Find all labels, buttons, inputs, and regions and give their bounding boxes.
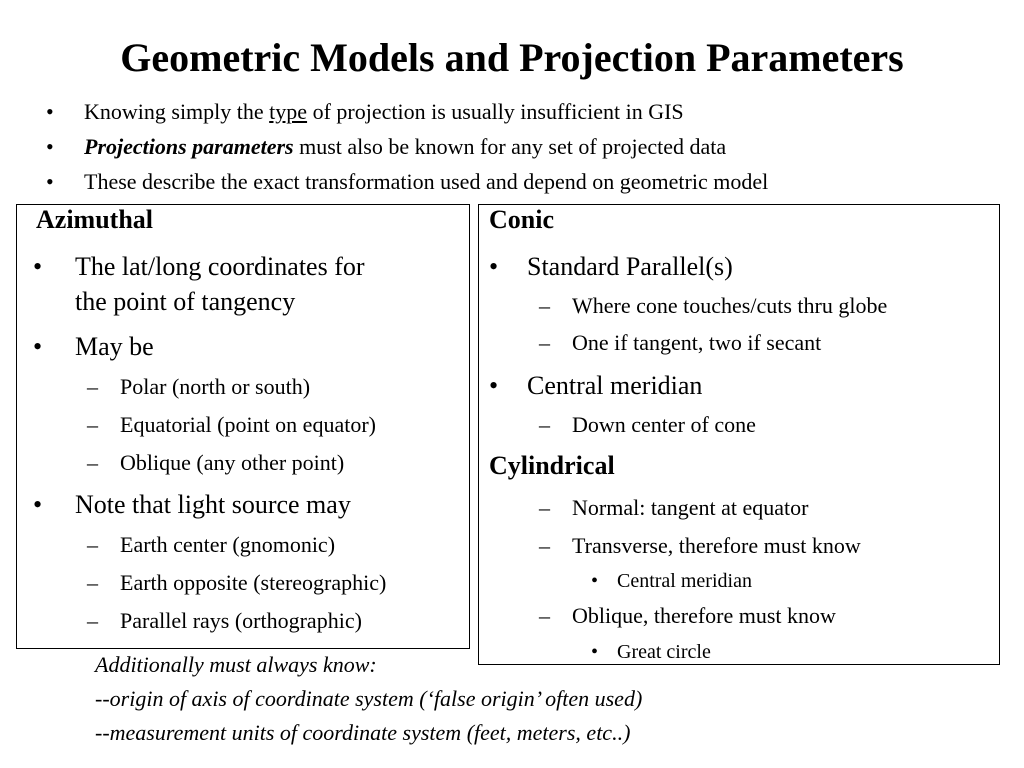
bullet-text: the point of tangency [75, 287, 296, 316]
bullet-text: must also be known for any set of projected data [293, 134, 727, 159]
sub-text: Earth center (gnomonic) [120, 532, 336, 557]
sub-text: Where cone touches/cuts thru globe [572, 293, 888, 318]
dash-mark: – [87, 412, 98, 437]
sub-text: Parallel rays (orthographic) [120, 608, 362, 633]
sub-text: Down center of cone [572, 412, 756, 437]
azimuthal-bullet-2 [33, 329, 154, 364]
dash-mark: – [539, 293, 550, 318]
conic-heading: Conic [489, 205, 554, 234]
azimuthal-bullet-1 [33, 249, 365, 319]
dash-mark: – [87, 532, 98, 557]
top-bullet-3 [46, 164, 1006, 199]
emphasis-text: Projections parameters [84, 134, 294, 159]
conic-sub-2 [539, 330, 822, 356]
azimuthal-bullet-3 [33, 487, 351, 522]
conic-sub-3 [539, 412, 756, 438]
dash-mark: – [87, 570, 98, 595]
bullet-mark: • [46, 134, 54, 159]
bullet-text: Note that light source may [75, 490, 351, 519]
sub-text: Normal: tangent at equator [572, 495, 809, 520]
azimuthal-sub-6 [87, 608, 362, 634]
azimuthal-sub-1 [87, 374, 311, 400]
bullet-mark: • [46, 99, 54, 124]
azimuthal-sub-2 [87, 412, 376, 438]
sub-text: Great circle [617, 641, 711, 663]
dash-mark: – [539, 495, 550, 520]
slide-title: Geometric Models and Projection Parameters [120, 35, 904, 80]
dash-mark: – [87, 608, 98, 633]
dash-mark: – [539, 330, 550, 355]
underlined-word: type [269, 99, 308, 124]
bullet-text: These describe the exact transformation used and depend on geometric model [84, 169, 769, 194]
bullet-text: May be [75, 332, 154, 361]
bullet-text: of projection is usually insufficient in GIS [307, 99, 684, 124]
footer-line-1: Additionally must always know: [95, 652, 377, 677]
cylindrical-bullet-1 [591, 570, 752, 593]
bullet-mark: • [591, 641, 599, 663]
top-bullet-1 [46, 94, 1006, 129]
bullet-mark: • [46, 169, 54, 194]
sub-text: Oblique, therefore must know [572, 603, 836, 628]
top-bullet-list [46, 94, 1006, 199]
footer-line-2: --origin of axis of coordinate system (‘false origin’ often used) [95, 686, 643, 711]
bullet-mark: • [489, 371, 499, 400]
sub-text: Transverse, therefore must know [572, 533, 861, 558]
sub-text: Equatorial (point on equator) [120, 412, 376, 437]
sub-text: Earth opposite (stereographic) [120, 570, 387, 595]
sub-text: Oblique (any other point) [120, 450, 345, 475]
azimuthal-sub-4 [87, 532, 336, 558]
sub-text: Central meridian [617, 570, 752, 592]
azimuthal-heading: Azimuthal [36, 205, 153, 234]
bullet-mark: • [591, 570, 599, 592]
bullet-text: The lat/long coordinates for [75, 252, 365, 281]
bullet-text: Central meridian [527, 371, 703, 400]
azimuthal-sub-5 [87, 570, 387, 596]
cylindrical-heading: Cylindrical [489, 451, 615, 480]
dash-mark: – [87, 450, 98, 475]
azimuthal-sub-3 [87, 450, 345, 476]
sub-text: Polar (north or south) [120, 374, 311, 399]
bullet-mark: • [33, 490, 43, 519]
cylindrical-sub-1 [539, 495, 809, 521]
azimuthal-panel [16, 204, 470, 649]
dash-mark: – [539, 412, 550, 437]
bullet-mark: • [489, 252, 499, 281]
footer-line-3: --measurement units of coordinate system (feet, meters, etc..) [95, 720, 631, 745]
footer-note [95, 648, 642, 750]
dash-mark: – [539, 603, 550, 628]
conic-bullet-1 [489, 249, 733, 284]
bullet-text: Knowing simply the [84, 99, 270, 124]
bullet-text: Standard Parallel(s) [527, 252, 733, 281]
top-bullet-2 [46, 129, 1006, 164]
conic-bullet-2 [489, 368, 702, 403]
bullet-mark: • [33, 332, 43, 361]
conic-sub-1 [539, 293, 888, 319]
dash-mark: – [539, 533, 550, 558]
bullet-mark: • [33, 252, 43, 281]
conic-cylindrical-panel [478, 204, 1000, 665]
cylindrical-sub-2 [539, 533, 861, 559]
dash-mark: – [87, 374, 98, 399]
sub-text: One if tangent, two if secant [572, 330, 822, 355]
cylindrical-sub-3 [539, 603, 836, 629]
